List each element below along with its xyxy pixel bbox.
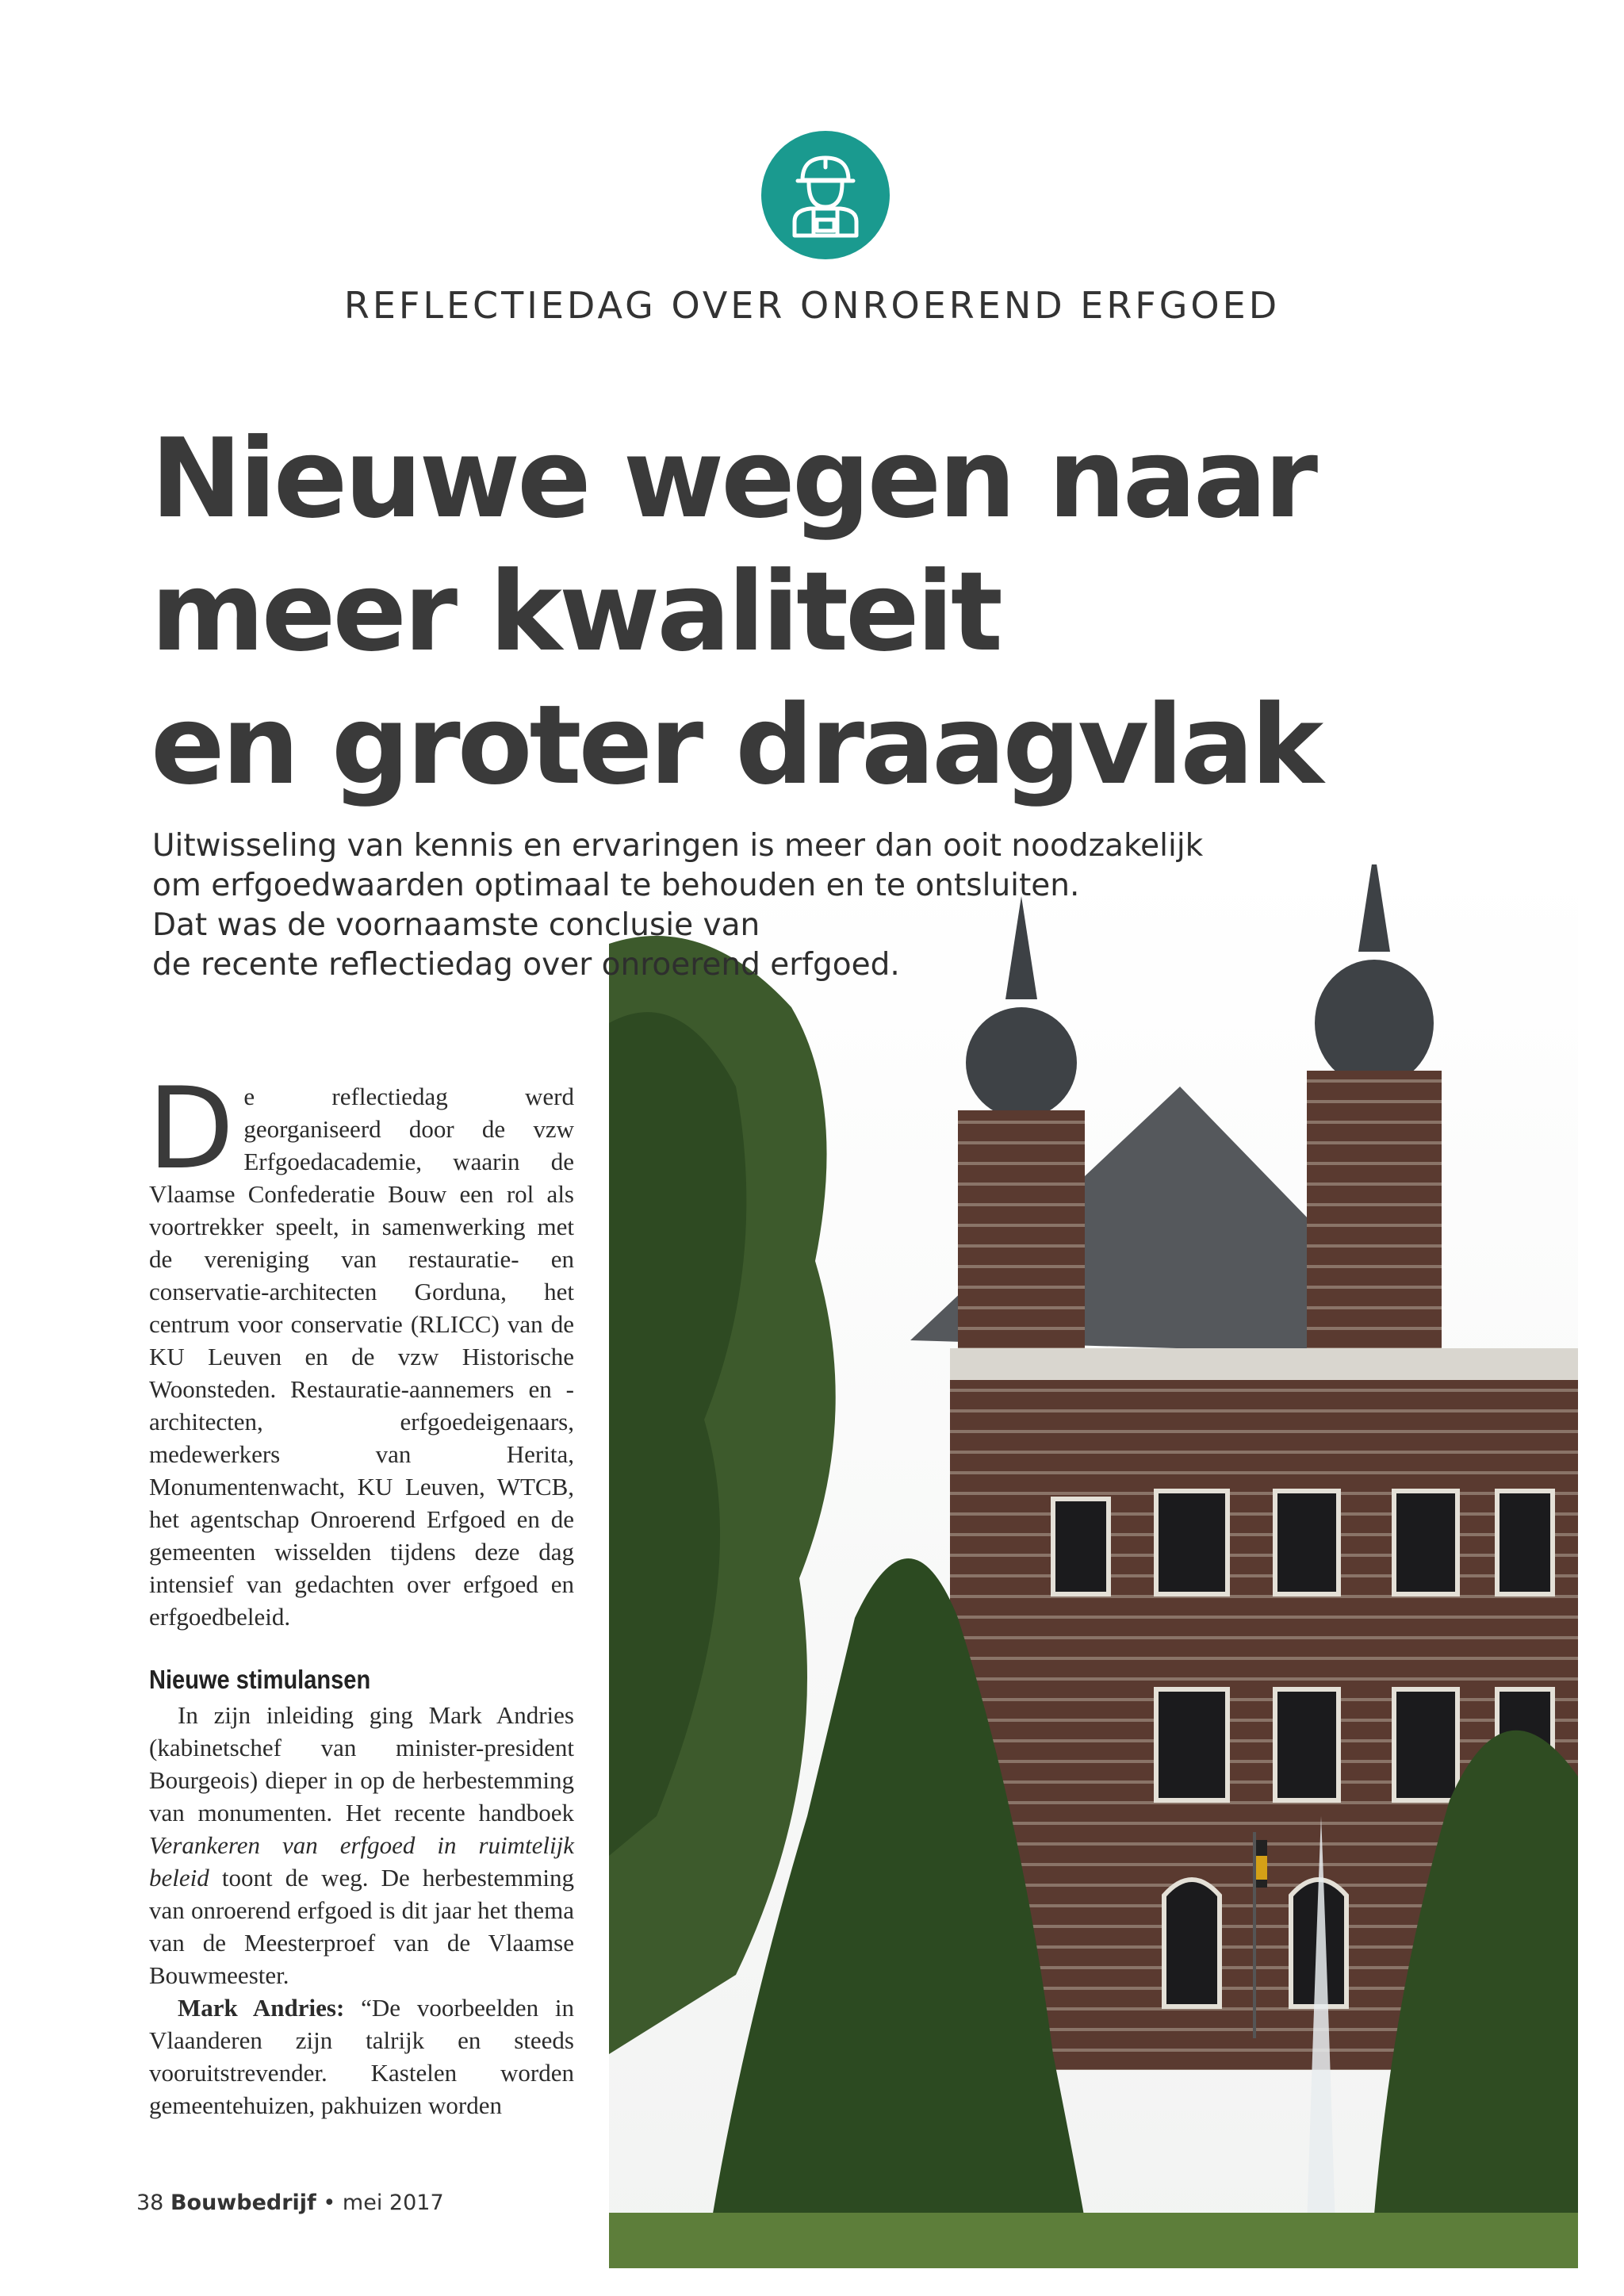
paragraph-text: e reflectiedag werd georganiseerd door de vzw Erfgoedacademie, waarin de Vlaamse Confederatie Bouw een rol als voortrekker speelt, in samenwerking met de vereniging van restauratie- en conservatie-architecten Gorduna, het centrum voor conservatie (RLICC) van de KU Leuven en de vzw Historische Woonsteden. Restauratie-aannemers en -architecten, erfgoedeigenaars, medewerkers van Herita, Monumentenwacht, KU Leuven, WTCB, het agentschap Onroerend Erfgoed en de gemeenten wisselden tijdens deze dag intensief van gedachten over erfgoed en erfgoedbeleid. <box>149 1083 574 1631</box>
article-body <box>147 1064 575 2122</box>
speaker-name: Mark Andries: <box>178 1994 345 2022</box>
issue-date: mei 2017 <box>342 2191 444 2215</box>
intro-line: de recente reflectiedag over onroerend erfgoed. <box>152 947 900 983</box>
subheading: Nieuwe stimulansen <box>149 1665 371 1694</box>
paragraph-text: In zijn inleiding ging Mark Andries (kabinetschef van minister-president Bourgeois) dieper in op de herbestemming van monumenten. Het recente handboek <box>149 1701 574 1826</box>
castle-photo <box>609 864 1578 2268</box>
section-kicker: REFLECTIEDAG OVER ONROEREND ERFGOED <box>343 284 1281 327</box>
book-title: Verankeren van erfgoed in ruimtelijk beleid <box>149 1831 574 1892</box>
intro-standfirst <box>152 826 1262 985</box>
footer-separator: • <box>323 2191 336 2215</box>
construction-worker-badge <box>761 131 890 259</box>
headline-line: Nieuwe wegen naar <box>151 415 1316 542</box>
page-footer <box>136 2191 444 2215</box>
paragraph-intro <box>147 1064 574 1633</box>
paragraph <box>149 1699 574 1991</box>
drop-cap: D <box>147 1064 235 1194</box>
intro-line: Dat was de voornaamste conclusie van <box>152 907 760 943</box>
paragraph <box>149 1991 574 2122</box>
intro-line: om erfgoedwaarden optimaal te behouden en te ontsluiten. <box>152 868 1080 903</box>
construction-worker-icon <box>761 131 890 259</box>
headline <box>151 412 1320 812</box>
headline-line: en groter draagvlak <box>151 681 1321 809</box>
headline-line: meer kwaliteit <box>151 548 1000 676</box>
intro-line: Uitwisseling van kennis en ervaringen is meer dan ooit noodzakelijk <box>152 828 1204 864</box>
paragraph-text: toont de weg. De herbestemming van onroerend erfgoed is dit jaar het thema van de Meesterproef van de Vlaamse Bouwmeester. <box>149 1864 574 1989</box>
page-number: 38 <box>136 2191 164 2215</box>
paragraph-text: “De voorbeelden in Vlaanderen zijn talrijk en steeds vooruitstrevender. Kastelen worden gemeentehuizen, pakhuizen worden <box>149 1994 575 2119</box>
magazine-name: Bouwbedrijf <box>170 2191 316 2215</box>
